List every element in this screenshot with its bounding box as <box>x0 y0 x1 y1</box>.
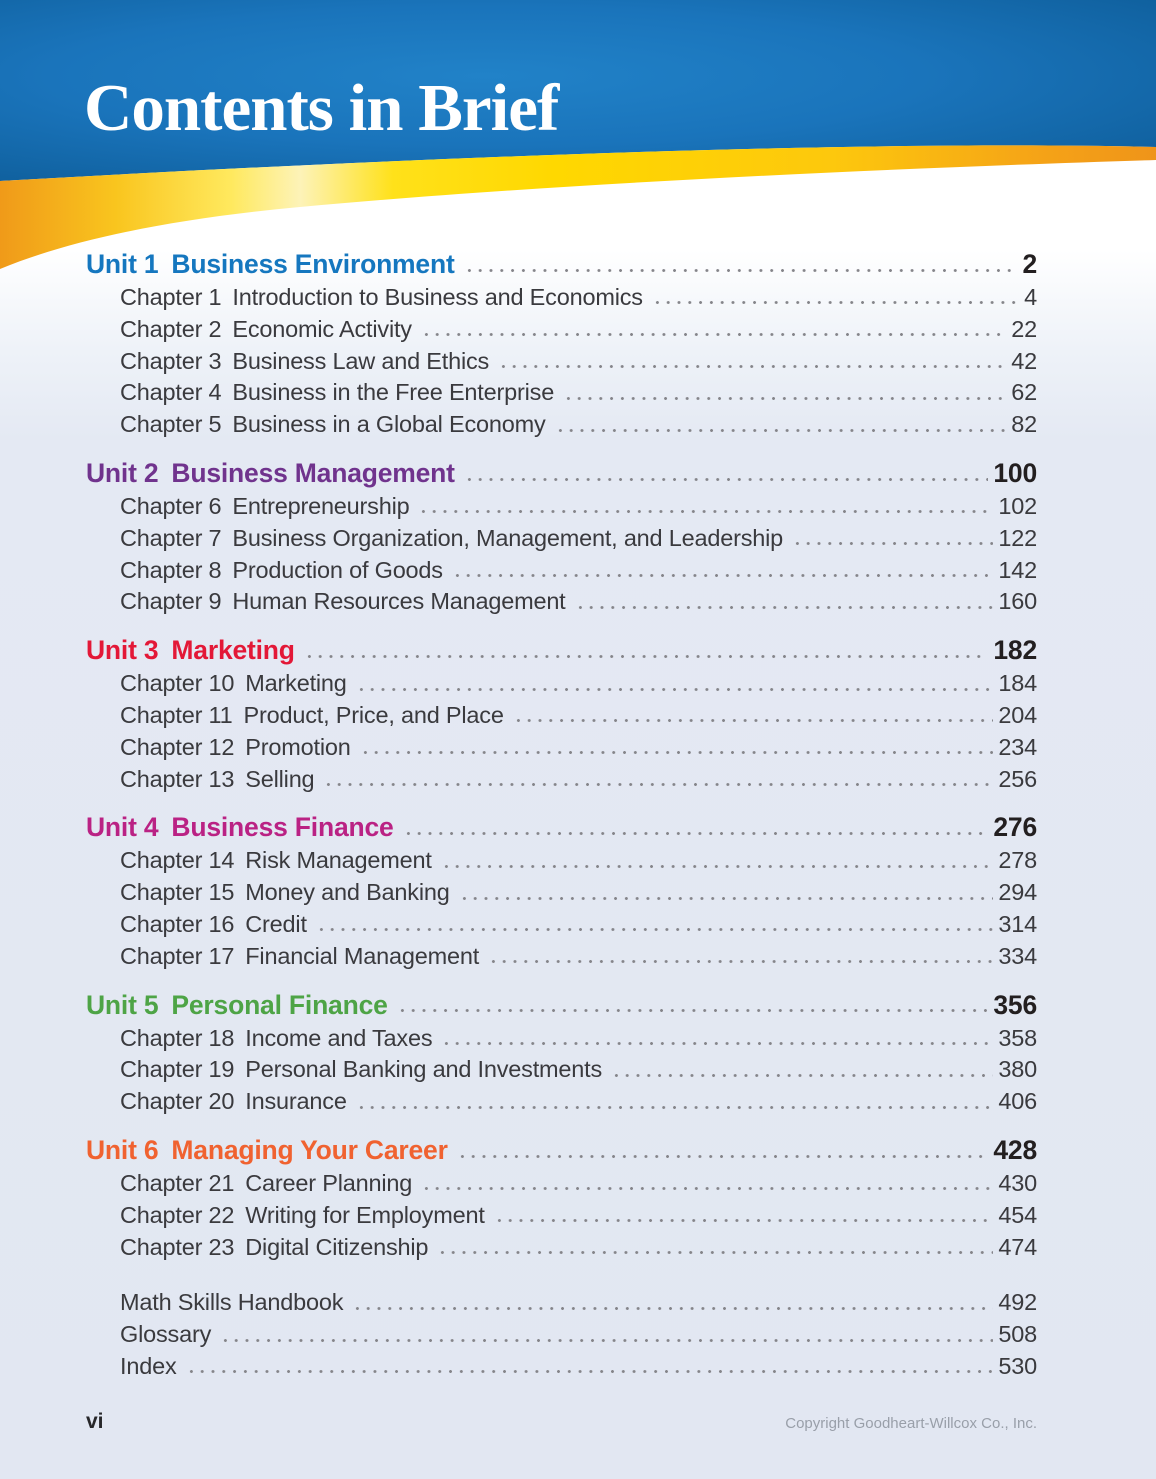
unit-page-number: 182 <box>993 635 1037 666</box>
unit-page-number: 100 <box>993 457 1037 488</box>
chapter-label: Chapter 21 <box>120 1169 235 1196</box>
chapter-label: Chapter 5 <box>120 411 222 438</box>
chapter-title: Writing for Employment <box>245 1201 485 1228</box>
chapter-row <box>86 909 1037 941</box>
chapter-page-number: 184 <box>998 670 1037 697</box>
end-matter-page-number: 530 <box>998 1352 1037 1379</box>
chapter-title: Promotion <box>245 733 351 760</box>
unit-heading-row <box>86 1132 1037 1168</box>
unit-label: Unit 6 <box>86 1134 159 1165</box>
chapter-page-number: 294 <box>998 879 1037 906</box>
dot-leader <box>421 314 1006 346</box>
chapter-row <box>86 732 1037 764</box>
chapter-title: Business Organization, Management, and Leadership <box>232 524 784 551</box>
chapter-row <box>86 523 1037 555</box>
chapter-title: Financial Management <box>245 942 480 969</box>
end-matter-page-number: 508 <box>998 1321 1037 1348</box>
folio-page-number: vi <box>86 1410 104 1433</box>
chapter-page-number: 474 <box>998 1233 1037 1260</box>
unit-page-number: 356 <box>993 989 1037 1020</box>
copyright-text: Copyright Goodheart-Willcox Co., Inc. <box>785 1415 1037 1432</box>
chapter-row <box>86 1054 1037 1086</box>
dot-leader <box>457 1132 989 1168</box>
chapter-title: Business Law and Ethics <box>232 347 490 374</box>
chapter-page-number: 42 <box>1011 347 1037 374</box>
chapter-page-number: 4 <box>1024 284 1037 310</box>
dot-leader <box>513 700 994 732</box>
dot-leader <box>441 1023 993 1055</box>
chapter-label: Chapter 4 <box>120 379 222 406</box>
chapter-row <box>86 700 1037 732</box>
chapter-row <box>86 1200 1037 1232</box>
dot-leader <box>304 632 989 668</box>
end-matter-title: Glossary <box>120 1321 212 1348</box>
chapter-row <box>86 409 1037 441</box>
unit-title: Business Finance <box>171 812 394 843</box>
unit-section <box>86 246 1037 441</box>
chapter-title: Career Planning <box>245 1169 413 1196</box>
unit-label: Unit 1 <box>86 249 159 279</box>
dot-leader <box>792 523 993 555</box>
unit-section <box>86 455 1037 618</box>
chapter-row <box>86 555 1037 587</box>
chapter-label: Chapter 22 <box>120 1201 235 1228</box>
unit-heading-row <box>86 632 1037 668</box>
chapter-label: Chapter 19 <box>120 1056 235 1083</box>
chapter-page-number: 102 <box>998 492 1037 519</box>
chapter-title: Marketing <box>245 670 347 697</box>
dot-leader <box>220 1319 993 1351</box>
end-matter-row <box>86 1319 1037 1351</box>
chapter-label: Chapter 2 <box>120 315 222 342</box>
dot-leader <box>352 1287 993 1319</box>
dot-leader <box>459 877 994 909</box>
dot-leader <box>316 909 994 941</box>
chapter-page-number: 82 <box>1011 411 1037 438</box>
dot-leader <box>437 1232 993 1264</box>
unit-label: Unit 5 <box>86 989 159 1020</box>
unit-section <box>86 1132 1037 1263</box>
dot-leader <box>494 1200 994 1232</box>
unit-title: Business Management <box>171 457 455 488</box>
end-matter-title: Index <box>120 1352 177 1379</box>
chapter-row <box>86 346 1037 378</box>
chapter-row <box>86 1023 1037 1055</box>
chapter-row <box>86 491 1037 523</box>
unit-page-number: 276 <box>993 812 1037 843</box>
chapter-title: Production of Goods <box>232 556 443 583</box>
chapter-page-number: 454 <box>998 1201 1037 1228</box>
toc-list <box>86 246 1037 1383</box>
unit-heading-row <box>86 809 1037 845</box>
unit-title: Marketing <box>171 635 295 666</box>
unit-label: Unit 3 <box>86 635 159 666</box>
chapter-row <box>86 377 1037 409</box>
dot-leader <box>555 409 1007 441</box>
chapter-title: Insurance <box>245 1088 347 1115</box>
unit-title: Personal Finance <box>171 989 388 1020</box>
chapter-label: Chapter 14 <box>120 847 235 874</box>
chapter-row <box>86 1168 1037 1200</box>
unit-heading-row <box>86 455 1037 491</box>
chapter-label: Chapter 17 <box>120 942 235 969</box>
dot-leader <box>441 845 994 877</box>
dot-leader <box>397 987 989 1023</box>
dot-leader <box>360 732 994 764</box>
chapter-page-number: 62 <box>1011 379 1037 406</box>
dot-leader <box>611 1054 993 1086</box>
dot-leader <box>498 346 1006 378</box>
chapter-row <box>86 282 1037 314</box>
chapter-title: Personal Banking and Investments <box>245 1056 603 1083</box>
dot-leader <box>356 1086 994 1118</box>
chapter-row <box>86 314 1037 346</box>
unit-title: Business Environment <box>171 249 455 279</box>
end-matter-section <box>86 1287 1037 1382</box>
chapter-label: Chapter 15 <box>120 879 235 906</box>
chapter-page-number: 358 <box>998 1024 1037 1051</box>
chapter-label: Chapter 10 <box>120 670 235 697</box>
chapter-label: Chapter 20 <box>120 1088 235 1115</box>
chapter-page-number: 22 <box>1011 315 1037 342</box>
chapter-row <box>86 877 1037 909</box>
chapter-page-number: 204 <box>998 701 1037 728</box>
chapter-title: Economic Activity <box>232 315 412 342</box>
chapter-label: Chapter 11 <box>120 701 233 728</box>
dot-leader <box>652 282 1019 314</box>
chapter-row <box>86 1086 1037 1118</box>
chapter-title: Entrepreneurship <box>232 492 410 519</box>
page-title: Contents in Brief <box>84 71 559 145</box>
unit-page-number: 428 <box>993 1134 1037 1165</box>
chapter-page-number: 160 <box>998 588 1037 615</box>
dot-leader <box>452 555 994 587</box>
unit-title: Managing Your Career <box>171 1134 448 1165</box>
chapter-row <box>86 941 1037 973</box>
chapter-row <box>86 668 1037 700</box>
chapter-page-number: 314 <box>998 910 1037 937</box>
dot-leader <box>323 764 993 796</box>
dot-leader <box>418 491 993 523</box>
unit-section <box>86 987 1037 1118</box>
dot-leader <box>575 586 994 618</box>
chapter-label: Chapter 18 <box>120 1024 235 1051</box>
end-matter-page-number: 492 <box>998 1289 1037 1316</box>
chapter-title: Human Resources Management <box>232 588 566 615</box>
end-matter-row <box>86 1351 1037 1383</box>
chapter-label: Chapter 8 <box>120 556 222 583</box>
chapter-page-number: 334 <box>998 942 1037 969</box>
chapter-label: Chapter 23 <box>120 1233 235 1260</box>
chapter-page-number: 256 <box>998 765 1037 792</box>
chapter-row <box>86 1232 1037 1264</box>
chapter-label: Chapter 12 <box>120 733 235 760</box>
chapter-label: Chapter 13 <box>120 765 235 792</box>
dot-leader <box>464 455 989 491</box>
chapter-page-number: 234 <box>998 733 1037 760</box>
chapter-title: Introduction to Business and Economics <box>232 284 643 310</box>
chapter-title: Business in a Global Economy <box>232 411 546 438</box>
chapter-page-number: 122 <box>998 524 1037 551</box>
chapter-title: Credit <box>245 910 307 937</box>
chapter-title: Business in the Free Enterprise <box>232 379 555 406</box>
chapter-label: Chapter 6 <box>120 492 222 519</box>
chapter-label: Chapter 9 <box>120 588 222 615</box>
chapter-label: Chapter 3 <box>120 347 222 374</box>
chapter-label: Chapter 7 <box>120 524 222 551</box>
unit-section <box>86 632 1037 795</box>
end-matter-row <box>86 1287 1037 1319</box>
chapter-page-number: 278 <box>998 847 1037 874</box>
dot-leader <box>356 668 994 700</box>
chapter-label: Chapter 1 <box>120 284 222 310</box>
chapter-title: Selling <box>245 765 315 792</box>
dot-leader <box>563 377 1006 409</box>
dot-leader <box>488 941 993 973</box>
chapter-page-number: 380 <box>998 1056 1037 1083</box>
dot-leader <box>186 1351 994 1383</box>
unit-heading-row <box>86 246 1037 282</box>
end-matter-title: Math Skills Handbook <box>120 1289 344 1316</box>
unit-label: Unit 4 <box>86 812 159 843</box>
unit-label: Unit 2 <box>86 457 159 488</box>
chapter-row <box>86 764 1037 796</box>
chapter-row <box>86 586 1037 618</box>
dot-leader <box>403 809 989 845</box>
chapter-label: Chapter 16 <box>120 910 235 937</box>
unit-section <box>86 809 1037 972</box>
unit-heading-row <box>86 987 1037 1023</box>
chapter-title: Product, Price, and Place <box>243 701 504 728</box>
dot-leader <box>421 1168 993 1200</box>
chapter-row <box>86 845 1037 877</box>
chapter-title: Risk Management <box>245 847 432 874</box>
unit-page-number: 2 <box>1022 249 1037 279</box>
chapter-page-number: 430 <box>998 1169 1037 1196</box>
chapter-title: Digital Citizenship <box>245 1233 429 1260</box>
chapter-title: Money and Banking <box>245 879 450 906</box>
chapter-page-number: 406 <box>998 1088 1037 1115</box>
chapter-page-number: 142 <box>998 556 1037 583</box>
chapter-title: Income and Taxes <box>245 1024 433 1051</box>
dot-leader <box>464 246 1018 282</box>
